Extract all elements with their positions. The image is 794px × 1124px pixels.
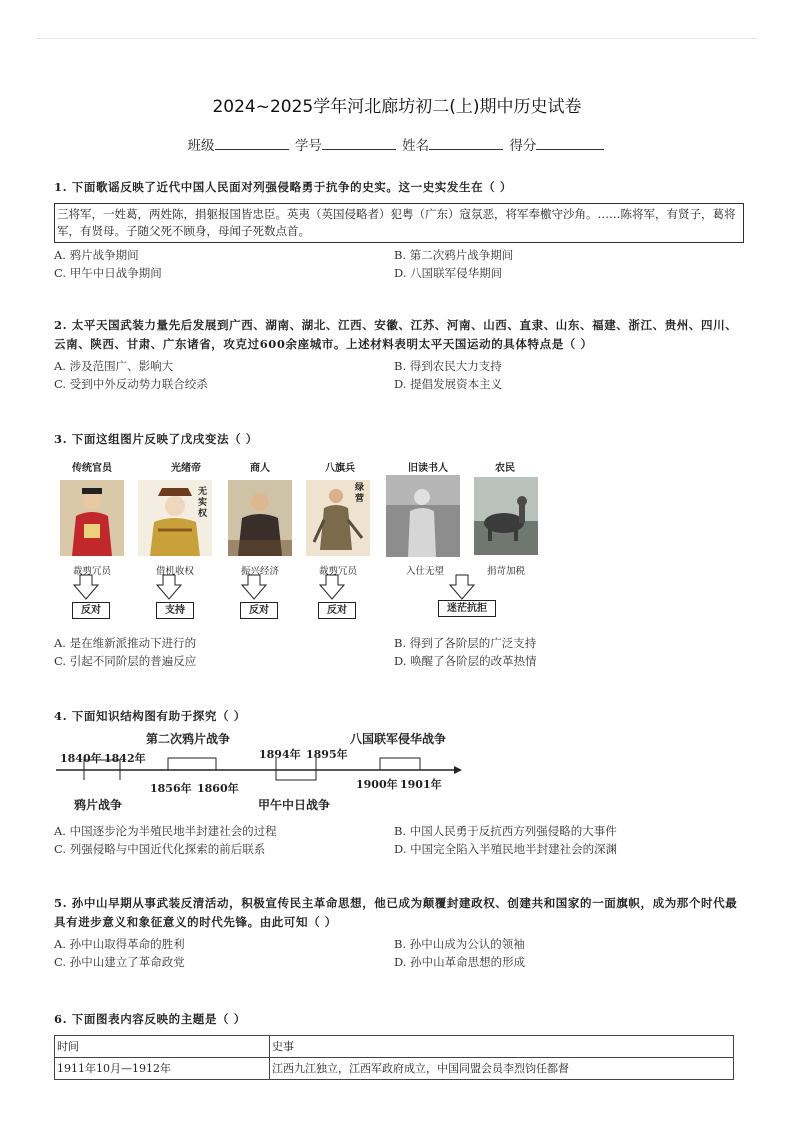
figure-caption: 裁剪冗员: [318, 566, 357, 577]
reaction-box: 支持: [156, 602, 194, 619]
option-d[interactable]: D. 提倡发展资本主义: [394, 377, 503, 391]
question-4: [54, 707, 744, 726]
figure-title: 光绪帝: [171, 463, 201, 474]
official-portrait-image: [60, 480, 124, 556]
event-label: 鸦片战争: [74, 798, 123, 812]
event-label: 甲午中日战争: [258, 798, 331, 812]
student-number-field[interactable]: 学号: [295, 134, 398, 154]
question-3: [54, 430, 744, 449]
option-b[interactable]: B. 中国人民勇于反抗西方列强侵略的大事件: [394, 824, 617, 838]
event-label: 八国联军侵华战争: [350, 732, 447, 746]
figure-caption: 振兴经济: [240, 566, 279, 577]
year-label: 1901年: [400, 778, 442, 791]
year-label: 1894年: [259, 748, 301, 761]
question-stem: 2. 太平天国武装力量先后发展到广西、湖南、湖北、江西、安徽、江苏、河南、山西、直隶、山东、福建、浙江、贵州、四川、云南、陕西、甘肃、广东诸省，攻克过600余座城市。上述材料表明太平天国运动的具体特点是（ ）: [54, 318, 738, 351]
figure-title: 旧读书人: [408, 463, 448, 474]
question-stem: 1. 下面歌谣反映了近代中国人民面对列强侵略勇于抗争的史实。这一史实发生在（ ）: [54, 180, 513, 194]
table-header-cell: 时间: [55, 1036, 270, 1058]
year-label: 1895年: [306, 748, 348, 761]
question-5: [54, 894, 744, 971]
merchant-portrait-image: [228, 480, 292, 556]
figure-title: 商人: [250, 463, 270, 474]
year-label: 1840年: [60, 752, 102, 765]
question-2: [54, 316, 744, 393]
quote-box: 三将军，一姓葛，两姓陈，捐躯报国皆忠臣。英夷（英国侵略者）犯粤（广东）寇氛恶，将军奉檄守沙角。……陈将军，有贤子，葛将军，有贤母。子随父死不顾身，母闻子死数点首。: [54, 203, 744, 243]
figure-caption: 借机收权: [155, 566, 194, 577]
side-label: 绿营: [355, 483, 365, 504]
option-b[interactable]: B. 孙中山成为公认的领袖: [394, 937, 525, 951]
question-stem: 4. 下面知识结构图有助于探究（ ）: [54, 709, 246, 723]
table-row: [55, 1058, 734, 1080]
option-c[interactable]: C. 受到中外反动势力联合绞杀: [54, 377, 208, 391]
options: [54, 935, 744, 971]
reform-reaction-figure: [50, 455, 550, 623]
options: [54, 822, 744, 858]
option-b[interactable]: B. 得到农民大力支持: [394, 359, 502, 373]
top-divider: [36, 38, 758, 39]
option-a[interactable]: A. 是在维新派推动下进行的: [54, 636, 197, 650]
figure-caption: 入仕无望: [405, 566, 444, 577]
option-c[interactable]: C. 引起不同阶层的普遍反应: [54, 654, 197, 668]
figure-title: 农民: [495, 463, 515, 474]
history-table: [54, 1035, 734, 1080]
arrow-down-icons: [50, 573, 550, 603]
question-4-options: [54, 822, 744, 858]
table-header-cell: 史事: [270, 1036, 734, 1058]
figure-caption: 捐苛加税: [486, 566, 525, 577]
name-field[interactable]: 姓名: [402, 134, 505, 154]
option-c[interactable]: C. 孙中山建立了革命政党: [54, 955, 185, 969]
options: [54, 634, 744, 670]
option-d[interactable]: D. 唤醒了各阶层的改革热情: [394, 654, 537, 668]
question-6: [54, 1010, 744, 1080]
reaction-box: 反对: [318, 602, 356, 619]
class-field[interactable]: 班级: [188, 134, 291, 154]
option-a[interactable]: A. 涉及范围广、影响大: [54, 359, 174, 373]
options: [54, 357, 744, 393]
event-label: 第二次鸦片战争: [146, 732, 231, 746]
question-stem: 5. 孙中山早期从事武装反清活动，积极宣传民主革命思想，他已成为颠覆封建政权、创建共和国家的一面旗帜，成为那个时代最具有进步意义和象征意义的时代先锋。由此可知（ ）: [54, 896, 738, 929]
reaction-box: 反对: [72, 602, 110, 619]
question-stem: 6. 下面图表内容反映的主题是（ ）: [54, 1012, 246, 1026]
old-scholar-photo: [386, 475, 460, 557]
option-c[interactable]: C. 甲午中日战争期间: [54, 266, 162, 280]
year-label: 1900年: [356, 778, 398, 791]
table-cell: 1911年10月—1912年: [55, 1058, 270, 1080]
figure-title: 传统官员: [72, 463, 112, 474]
year-label: 1842年: [104, 752, 146, 765]
option-a[interactable]: A. 孙中山取得革命的胜利: [54, 937, 185, 951]
option-c[interactable]: C. 列强侵略与中国近代化探索的前后联系: [54, 842, 266, 856]
figure-caption: 裁剪冗员: [72, 566, 111, 577]
side-label: 无实权: [198, 487, 208, 519]
option-d[interactable]: D. 中国完全陷入半殖民地半封建社会的深渊: [394, 842, 618, 856]
year-label: 1856年: [150, 782, 192, 795]
option-d[interactable]: D. 孙中山革命思想的形成: [394, 955, 526, 969]
student-info-line: [0, 134, 794, 154]
score-field[interactable]: 得分: [509, 134, 606, 154]
peasant-photo: [474, 477, 538, 555]
figure-title: 八旗兵: [325, 463, 355, 474]
war-timeline-diagram: [54, 728, 464, 818]
options: [54, 246, 744, 282]
option-b[interactable]: B. 第二次鸦片战争期间: [394, 248, 514, 262]
option-a[interactable]: A. 中国逐步沦为半殖民地半封建社会的过程: [54, 824, 277, 838]
question-1: [54, 178, 744, 282]
question-3-options: [54, 634, 744, 670]
table-header-row: [55, 1036, 734, 1058]
year-label: 1860年: [197, 782, 239, 795]
table-cell: 江西九江独立，江西军政府成立，中国同盟会员李烈钧任都督: [270, 1058, 734, 1080]
option-b[interactable]: B. 得到了各阶层的广泛支持: [394, 636, 537, 650]
option-d[interactable]: D. 八国联军侵华期间: [394, 266, 503, 280]
question-stem: 3. 下面这组图片反映了戊戌变法（ ）: [54, 432, 258, 446]
reaction-box: 迷茫抗拒: [438, 600, 496, 617]
page-title: 2024~2025学年河北廊坊初二(上)期中历史试卷: [212, 97, 582, 117]
reaction-box: 反对: [240, 602, 278, 619]
option-a[interactable]: A. 鸦片战争期间: [54, 248, 139, 262]
